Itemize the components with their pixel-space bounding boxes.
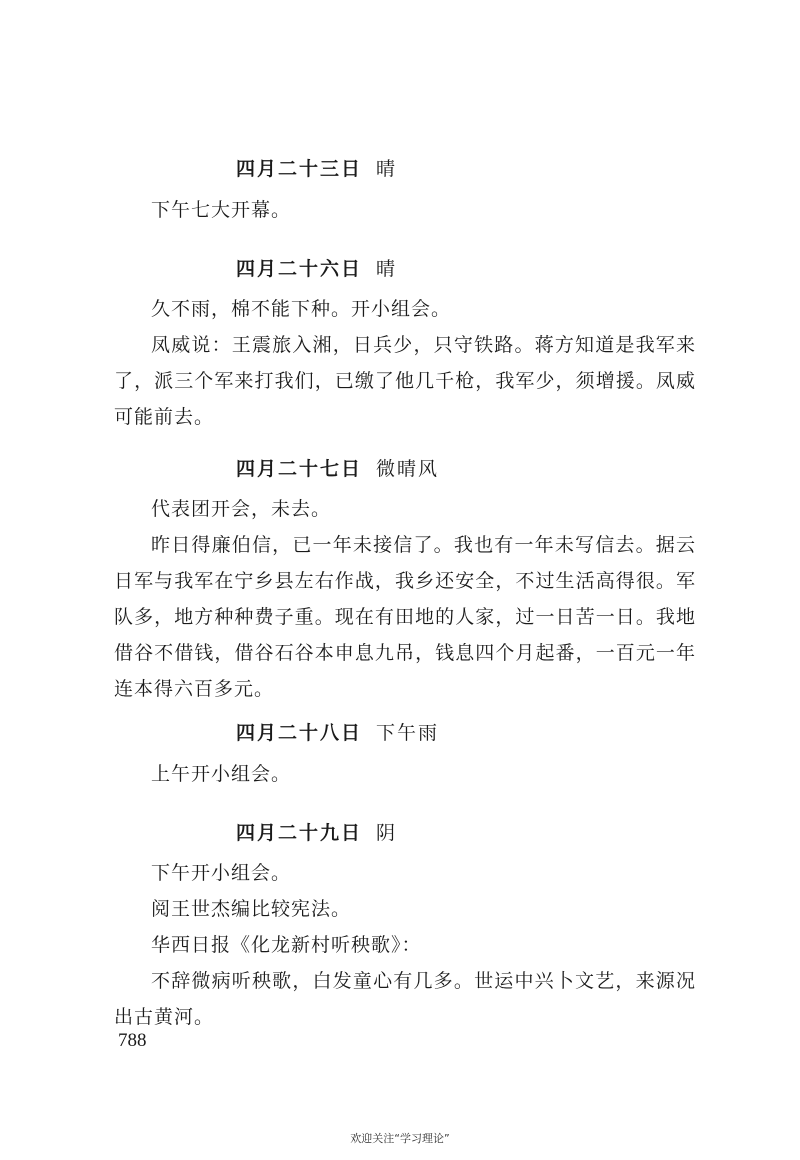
entry-paragraph: 昨日得廉伯信，已一年未接信了。我也有一年未写信去。据云日军与我军在宁乡县左右作战，我乡还安全，不过生活高得很。军队多，地方种种费子重。现在有田地的人家，过一日苦一日。我地借谷不借钱，借谷石谷本申息九吊，钱息四个月起番，一百元一年连本得六百多元。 <box>114 534 696 700</box>
entry-date: 四月二十九日 <box>236 822 363 844</box>
page-number: 788 <box>118 1030 147 1051</box>
entry-paragraph: 代表团开会，未去。 <box>151 498 332 520</box>
entry-paragraph: 上午开小组会。 <box>151 763 292 785</box>
entry-date: 四月二十三日 <box>236 158 363 180</box>
entry-paragraph: 阅王世杰编比较宪法。 <box>151 898 352 920</box>
entry-paragraph: 久不雨，棉不能下种。开小组会。 <box>151 298 452 320</box>
entry-paragraph: 华西日报《化龙新村听秧歌》： <box>151 934 422 956</box>
entry-date: 四月二十七日 <box>236 458 363 480</box>
footer-text: 欢迎关注“学习理论” <box>350 1132 450 1145</box>
entry-paragraph: 凤威说：王震旅入湘，日兵少，只守铁路。蒋方知道是我军来了，派三个军来打我们，已缴了他几千枪，我军少，须增援。凤威可能前去。 <box>114 334 696 428</box>
entry-weather: 晴 <box>376 158 398 180</box>
entry-date: 四月二十六日 <box>236 258 363 280</box>
entry-weather: 阴 <box>376 822 398 844</box>
entry-paragraph: 下午七大开幕。 <box>151 199 292 221</box>
entry-weather: 下午雨 <box>376 722 440 744</box>
entry-paragraph: 下午开小组会。 <box>151 862 292 884</box>
entry-weather: 微晴风 <box>376 458 440 480</box>
entry-weather: 晴 <box>376 258 398 280</box>
entry-date: 四月二十八日 <box>236 722 363 744</box>
entry-paragraph: 不辞微病听秧歌，白发童心有几多。世运中兴卜文艺，来源况出古黄河。 <box>114 970 696 1028</box>
